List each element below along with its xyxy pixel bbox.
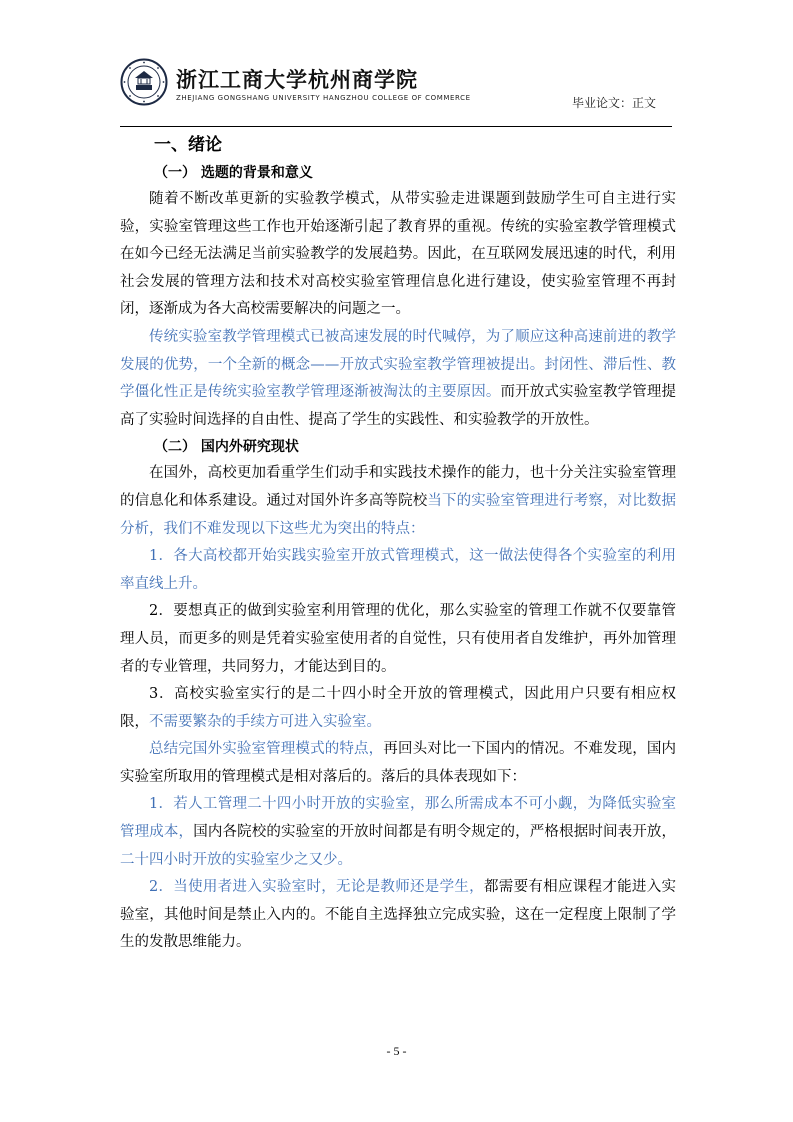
list-item-domestic-2 bbox=[120, 874, 676, 957]
text-span: 而开放式实验室教学管理提高了实验时间选择的自由性、提高了学生的实践性、和实验教学的开放性。 bbox=[120, 384, 677, 428]
header-divider bbox=[120, 126, 672, 127]
text-span-blue: 传统实验室教学管理模式已被高速发展的时代喊停，为了顺应这种高速前进的教学发展的优势，一个全新的概念——开放式实验室教学管理被提出。封闭性、滞后性、教学僵化性正是传统实验室教学管理逐渐被淘汰的主要原因。 bbox=[120, 328, 676, 401]
text-span: 再回头对比一下国内的情况。不难发现，国内实验室所取用的管理模式是相对落后的。落后的具体表现如下： bbox=[120, 741, 677, 785]
page-body bbox=[120, 130, 676, 957]
paragraph-open-lab-concept bbox=[120, 324, 676, 434]
list-item-foreign-3 bbox=[120, 681, 676, 736]
page-number: - 5 - bbox=[386, 1044, 407, 1058]
paragraph-background: 随着不断改革更新的实验教学模式，从带实验走进课题到鼓励学生可自主进行实验，实验室管理这些工作也开始逐渐引起了教育界的重视。传统的实验室教学管理模式在如今已经无法满足当前实验教学的发展趋势。因此，在互联网发展迅速的时代，利用社会发展的管理方法和技术对高校实验室管理信息化进行建设，使实验室管理不再封闭，逐渐成为各大高校需要解决的问题之一。 bbox=[120, 191, 676, 318]
university-seal-icon bbox=[120, 58, 168, 106]
text-span-blue: 1．若人工管理二十四小时开放的实验室，那么所需成本不可小觑，为降低实验室管理成本， bbox=[120, 796, 676, 841]
text-span: 3．高校实验室实行的是二十四小时全开放的管理模式，因此用户只要有相应权限， bbox=[120, 686, 676, 730]
paragraph-domestic-summary bbox=[120, 736, 676, 791]
school-name-en: ZHEJIANG GONGSHANG UNIVERSITY HANGZHOU COLLEGE OF COMMERCE bbox=[176, 94, 471, 102]
page-header bbox=[120, 52, 672, 128]
text-span-blue: 不需要繁杂的手续方可进入实验室。 bbox=[149, 713, 381, 730]
school-name: 浙江工商大学杭州商学院 bbox=[176, 67, 418, 92]
list-item-foreign-1: 1．各大高校都开始实践实验室开放式管理模式，这一做法使得各个实验室的利用率直线上升。 bbox=[120, 548, 676, 592]
subsection-title-research-status: （二） 国内外研究现状 bbox=[154, 439, 299, 456]
document-label: 毕业论文：正文 bbox=[571, 96, 656, 110]
section-title: 一、绪论 bbox=[154, 135, 222, 155]
list-item-foreign-2: 2．要想真正的做到实验室利用管理的优化，那么实验室的管理工作就不仅要靠管理人员，而更多的则是凭着实验室使用者的自觉性，只有使用者自发维护，再外加管理者的专业管理，共同努力，才能达到目的。 bbox=[120, 603, 676, 675]
list-item-domestic-1 bbox=[120, 791, 676, 874]
text-span-blue: 总结完国外实验室管理模式的特点， bbox=[149, 741, 384, 758]
text-span: 都需要有相应课程才能进入实验室，其他时间是禁止入内的。不能自主选择独立完成实验，这在一定程度上限制了学生的发散思维能力。 bbox=[120, 879, 677, 951]
text-span: 国内各院校的实验室的开放时间都是有明令规定的，严格根据时间表开放， bbox=[193, 824, 677, 841]
text-span-blue: 当下的实验室管理进行考察，对比数据分析，我们不难发现以下这些尤为突出的特点： bbox=[120, 492, 677, 537]
text-span: 在国外，高校更加看重学生们动手和实践技术操作的能力，也十分关注实验室管理的信息化和体系建设。通过对国外许多高等院校 bbox=[120, 465, 676, 509]
text-span-blue: 二十四小时开放的实验室少之又少。 bbox=[120, 851, 352, 868]
subsection-title-background: （一） 选题的背景和意义 bbox=[154, 165, 313, 181]
paragraph-foreign-overview bbox=[120, 460, 676, 543]
text-span-blue: 2．当使用者进入实验室时，无论是教师还是学生， bbox=[149, 879, 484, 896]
